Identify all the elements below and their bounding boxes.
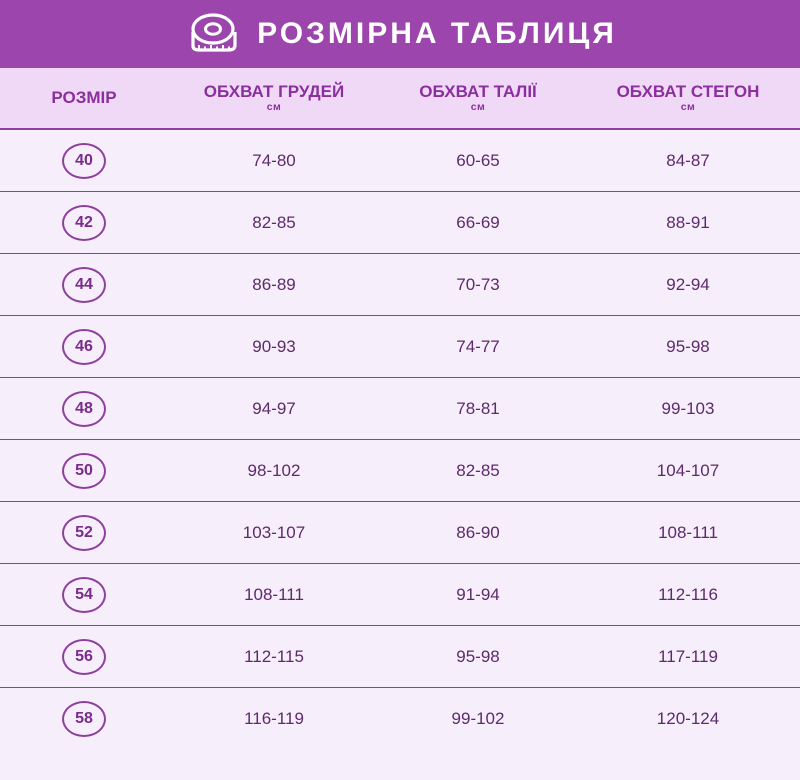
column-header-hips bbox=[576, 83, 800, 114]
chest-cell: 90-93 bbox=[252, 336, 296, 356]
table-header-row bbox=[0, 68, 800, 130]
chest-cell: 108-111 bbox=[244, 584, 304, 604]
waist-cell: 82-85 bbox=[456, 460, 500, 480]
size-badge: 44 bbox=[62, 267, 106, 303]
hips-cell: 120-124 bbox=[656, 709, 720, 728]
waist-cell: 78-81 bbox=[456, 398, 500, 418]
chest-cell: 94-97 bbox=[252, 398, 296, 418]
waist-cell: 74-77 bbox=[456, 336, 500, 356]
hips-cell: 117-119 bbox=[658, 646, 718, 666]
table-row bbox=[0, 440, 800, 502]
table-row bbox=[0, 502, 800, 564]
size-cell bbox=[0, 205, 168, 241]
table-row bbox=[0, 688, 800, 750]
hips-cell: 104-107 bbox=[656, 460, 720, 480]
size-cell bbox=[0, 453, 168, 489]
chest-cell: 116-119 bbox=[244, 709, 304, 728]
table-row bbox=[0, 130, 800, 192]
chest-cell: 112-115 bbox=[244, 646, 304, 666]
hips-cell: 95-98 bbox=[666, 336, 710, 356]
table-row bbox=[0, 192, 800, 254]
column-header-hips-label: ОБХВАТ СТЕГОН bbox=[616, 81, 760, 101]
size-cell bbox=[0, 329, 168, 365]
size-badge: 58 bbox=[62, 701, 106, 737]
chest-cell: 98-102 bbox=[247, 460, 301, 480]
column-header-waist-label: ОБХВАТ ТАЛІЇ bbox=[419, 81, 537, 101]
waist-cell: 60-65 bbox=[456, 150, 500, 170]
waist-cell: 95-98 bbox=[456, 646, 500, 666]
page-title: РОЗМІРНА ТАБЛИЦЯ bbox=[257, 17, 617, 50]
column-header-chest-label: ОБХВАТ ГРУДЕЙ bbox=[203, 81, 345, 101]
chest-cell: 86-89 bbox=[252, 274, 296, 294]
column-header-waist bbox=[380, 83, 576, 114]
size-badge: 50 bbox=[62, 453, 106, 489]
size-cell bbox=[0, 267, 168, 303]
chest-cell: 103-107 bbox=[242, 522, 306, 542]
column-header-hips-unit: см bbox=[680, 101, 696, 114]
size-badge: 40 bbox=[62, 143, 106, 179]
size-badge: 54 bbox=[62, 577, 106, 613]
size-cell bbox=[0, 143, 168, 179]
hips-cell: 108-111 bbox=[658, 522, 718, 542]
waist-cell: 66-69 bbox=[456, 212, 500, 232]
size-badge: 52 bbox=[62, 515, 106, 551]
size-cell bbox=[0, 515, 168, 551]
column-header-size bbox=[0, 89, 168, 107]
hips-cell: 99-103 bbox=[661, 398, 715, 418]
waist-cell: 70-73 bbox=[456, 274, 500, 294]
hips-cell: 92-94 bbox=[666, 274, 710, 294]
size-badge: 46 bbox=[62, 329, 106, 365]
chest-cell: 82-85 bbox=[252, 212, 296, 232]
table-body bbox=[0, 130, 800, 750]
column-header-size-label: РОЗМІР bbox=[51, 88, 117, 108]
waist-cell: 91-94 bbox=[456, 584, 500, 604]
hips-cell: 88-91 bbox=[666, 212, 710, 232]
measuring-tape-icon bbox=[183, 11, 243, 57]
hips-cell: 84-87 bbox=[666, 150, 710, 170]
size-cell bbox=[0, 391, 168, 427]
size-cell bbox=[0, 639, 168, 675]
waist-cell: 99-102 bbox=[451, 709, 505, 728]
size-cell bbox=[0, 701, 168, 737]
waist-cell: 86-90 bbox=[456, 522, 500, 542]
table-row bbox=[0, 316, 800, 378]
size-badge: 56 bbox=[62, 639, 106, 675]
size-badge: 48 bbox=[62, 391, 106, 427]
column-header-waist-unit: см bbox=[470, 101, 486, 114]
column-header-chest-unit: см bbox=[266, 101, 282, 114]
table-row bbox=[0, 254, 800, 316]
table-row bbox=[0, 626, 800, 688]
page-header bbox=[0, 0, 800, 68]
table-row bbox=[0, 378, 800, 440]
chest-cell: 74-80 bbox=[252, 150, 296, 170]
hips-cell: 112-116 bbox=[658, 584, 718, 604]
column-header-chest bbox=[168, 83, 380, 114]
size-badge: 42 bbox=[62, 205, 106, 241]
table-row bbox=[0, 564, 800, 626]
size-cell bbox=[0, 577, 168, 613]
